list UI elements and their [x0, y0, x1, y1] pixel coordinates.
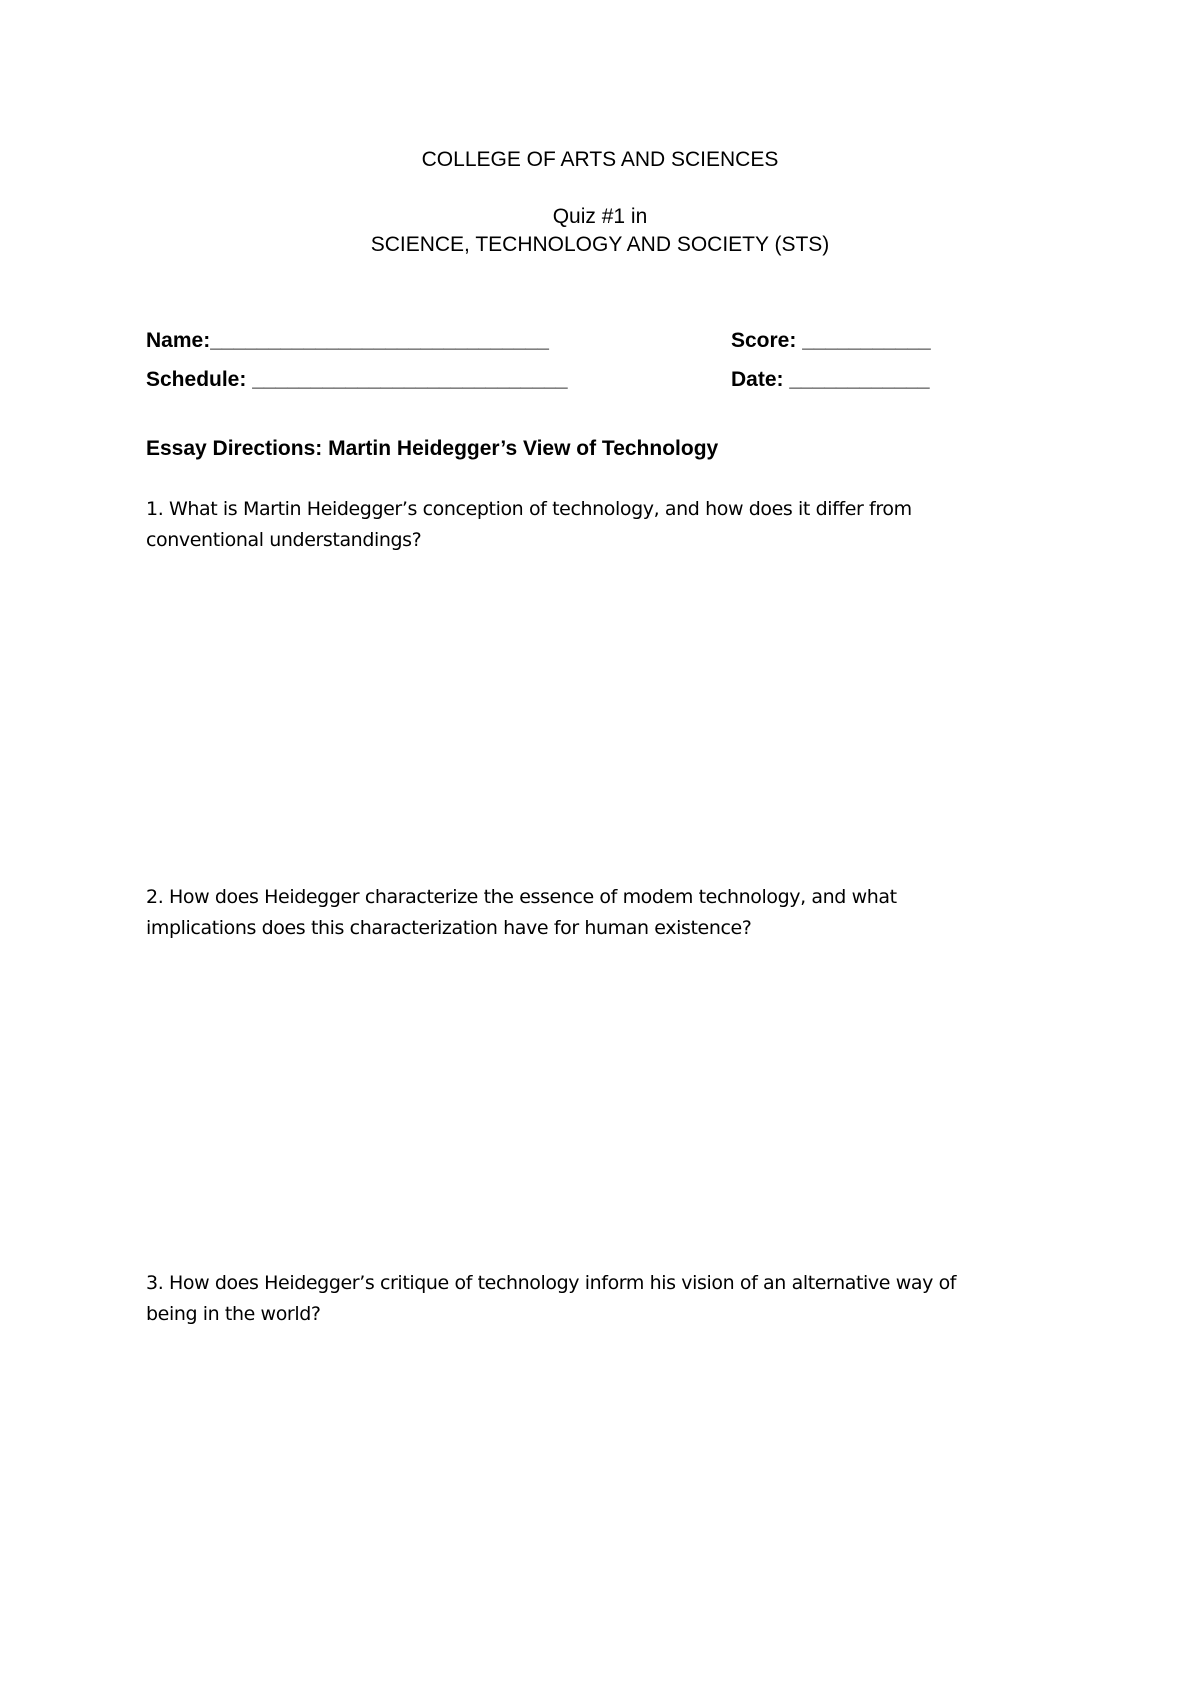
course-title: SCIENCE, TECHNOLOGY AND SOCIETY (STS) — [370, 233, 830, 256]
question-3: 3. How does Heidegger’s critique of technology inform his vision of an alternative way of being in the world? — [146, 1272, 957, 1325]
college-title: COLLEGE OF ARTS AND SCIENCES — [421, 148, 779, 171]
quiz-number: Quiz #1 in — [552, 205, 648, 228]
essay-directions-heading: Essay Directions: Martin Heidegger’s View of Technology — [146, 437, 719, 460]
question-2: 2. How does Heidegger characterize the essence of modem technology, and what implications does this characterization have for human existence? — [146, 886, 897, 939]
score-field[interactable]: Score: ___________ — [731, 329, 931, 352]
question-1: 1. What is Martin Heidegger’s conception of technology, and how does it differ from conventional understandings? — [146, 498, 912, 551]
schedule-field[interactable]: Schedule: ___________________________ — [146, 368, 568, 391]
date-field[interactable]: Date: ____________ — [731, 368, 930, 391]
name-field[interactable]: Name:_____________________________ — [146, 329, 549, 352]
